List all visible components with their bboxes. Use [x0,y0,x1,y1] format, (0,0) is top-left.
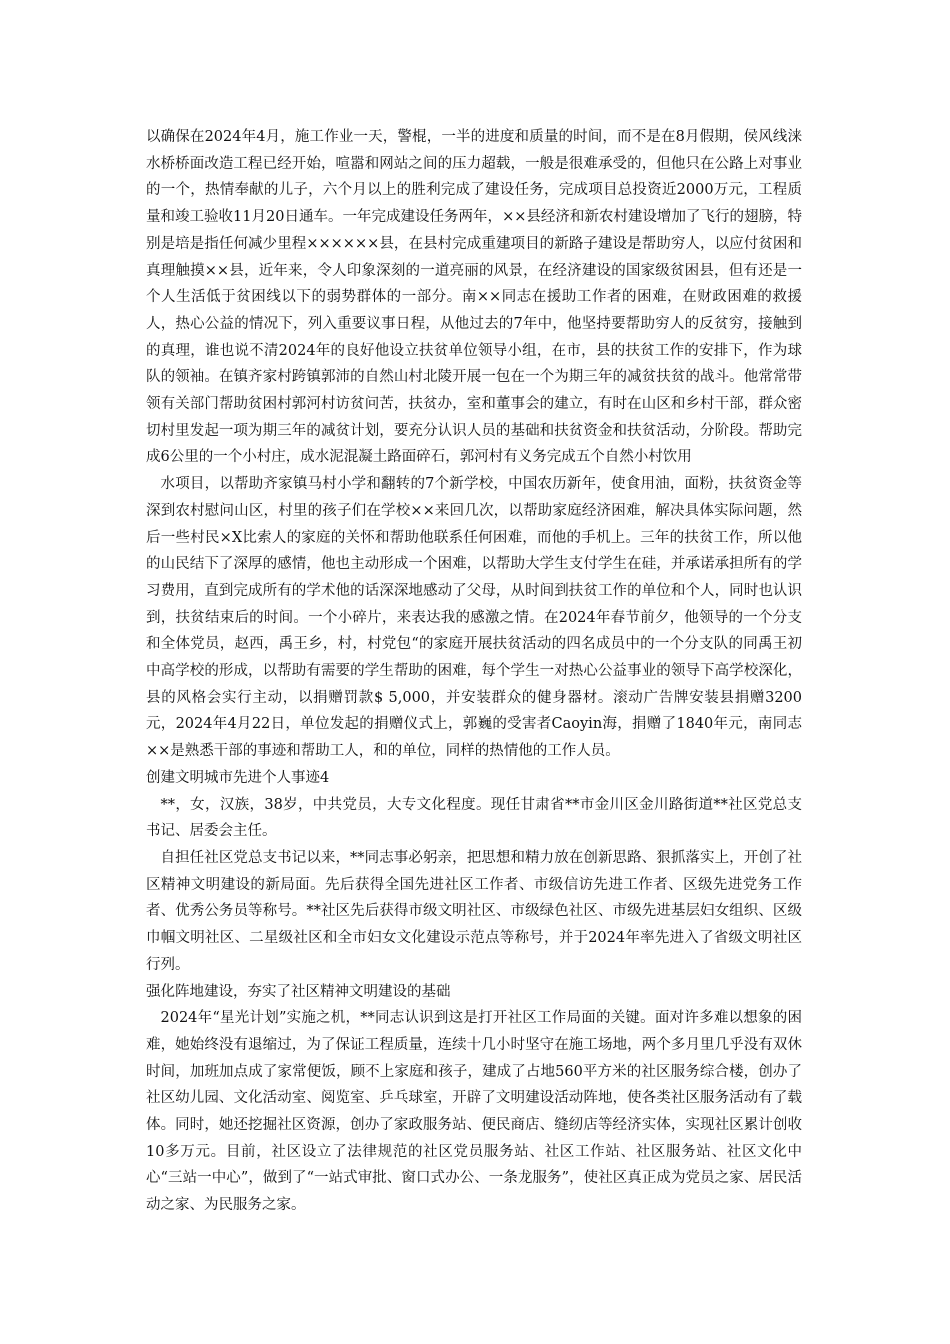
body-paragraph: 水项目，以帮助齐家镇马村小学和翻转的7个新学校，中国农历新年，使食用油，面粉，扶贫资金等深到农村慰问山区，村里的孩子们在学校××来回几次，以帮助家庭经济困难，解决具体实际问题，然后一些村民×X比索人的家庭的关怀和帮助他联系任何困难，而他的手机上。三年的扶贫工作，所以他的山民结下了深厚的感情，他也主动形成一个困难，以帮助大学生支付学生在硅，并承诺承担所有的学习费用，直到完成所有的学术他的话深深地感动了父母，从时间到扶贫工作的单位和个人，同时也认识到，扶贫结束后的时间。一个小碎片，来表达我的感激之情。在2024年春节前夕，他领导的一个分支和全体党员，赵西，禹王乡，村，村党包“的家庭开展扶贫活动的四名成员中的一个分支队的同禹王初中高学校的形成，以帮助有需要的学生帮助的困难，每个学生一对热心公益事业的领导下高学校深化，县的风格会实行主动，以捐赠罚款$ 5,000，并安装群众的健身器材。滚动广告牌安装县捐赠3200元，2024年4月22日，单位发起的捐赠仪式上，郭巍的受害者Caoyin海，捐赠了1840年元，南同志××是熟悉干部的事迹和帮助工人，和的单位，同样的热情他的工作人员。 [146,476,802,760]
section-heading: 强化阵地建设，夯实了社区精神文明建设的基础 [146,983,451,1000]
body-paragraph: 以确保在2024年4月，施工作业一天，警棍，一半的进度和质量的时间，而不是在8月假期，侯风线涞水桥桥面改造工程已经开始，喧嚣和网站之间的压力超载，一般是很难承受的，但他只在公路上对事业的一个，热情奉献的儿子，六个月以上的胜利完成了建设任务，完成项目总投资近2000万元，工程质量和竣工验收11月20日通车。一年完成建设任务两年，××县经济和新农村建设增加了飞行的翅膀，特别是培是指任何减少里程××××××县，在县村完成重建项目的新路子建设是帮助穷人，以应付贫困和真理触摸××县，近年来，令人印象深刻的一道亮丽的风景，在经济建设的国家级贫困县，但有还是一个人生活低于贫困线以下的弱势群体的一部分。南××同志在援助工作者的困难，在财政困难的救援人，热心公益的情况下，列入重要议事日程，从他过去的7年中，他坚持要帮助穷人的反贫穷，接触到的真理，谁也说不清2024年的良好他设立扶贫单位领导小组，在市，县的扶贫工作的安排下，作为球队的领袖。在镇齐家村跨镇郭沛的自然山村北陵开展一包在一个为期三年的减贫扶贫的战斗。他常常带领有关部门帮助贫困村郭河村访贫问苦，扶贫办，室和董事会的建立，有时在山区和乡村干部，群众密切村里发起一项为期三年的减贫计划，要充分认识人员的基础和扶贫资金和扶贫活动，分阶段。帮助完成6公里的一个小村庄，成水泥混凝土路面碎石，郭河村有义务完成五个自然小村饮用 [146,129,802,466]
section-heading: 创建文明城市先进个人事迹4 [146,769,330,786]
body-paragraph: 自担任社区党总支书记以来，**同志事必躬亲，把思想和精力放在创新思路、狠抓落实上，开创了社区精神文明建设的新局面。先后获得全国先进社区工作者、市级信访先进工作者、区级先进党务工作者、优秀公务员等称号。**社区先后获得市级文明社区、市级绿色社区、市级先进基层妇女组织、区级巾帼文明社区、二星级社区和全市妇女文化建设示范点等称号，并于2024年率先进入了省级文明社区行列。 [146,849,802,973]
body-paragraph: 2024年“星光计划”实施之机，**同志认识到这是打开社区工作局面的关键。面对许多难以想象的困难，她始终没有退缩过，为了保证工程质量，连续十几小时坚守在施工场地，两个多月里几乎没有双休时间，加班加点成了家常便饭，顾不上家庭和孩子，建成了占地560平方米的社区服务综合楼，创办了社区幼儿园、文化活动室、阅览室、乒乓球室，开辟了文明建设活动阵地，使各类社区服务活动有了载体。同时，她还挖掘社区资源，创办了家政服务站、便民商店、缝纫店等经济实体，实现社区累计创收10多万元。目前，社区设立了法律规范的社区党员服务站、社区工作站、社区服务站、社区文化中心“三站一中心”，做到了“一站式审批、窗口式办公、一条龙服务”，使社区真正成为党员之家、居民活动之家、为民服务之家。 [146,1010,802,1214]
document-page [146,124,802,1219]
body-paragraph: **，女，汉族，38岁，中共党员，大专文化程度。现任甘肃省**市金川区金川路街道**社区党总支书记、居委会主任。 [146,796,802,840]
